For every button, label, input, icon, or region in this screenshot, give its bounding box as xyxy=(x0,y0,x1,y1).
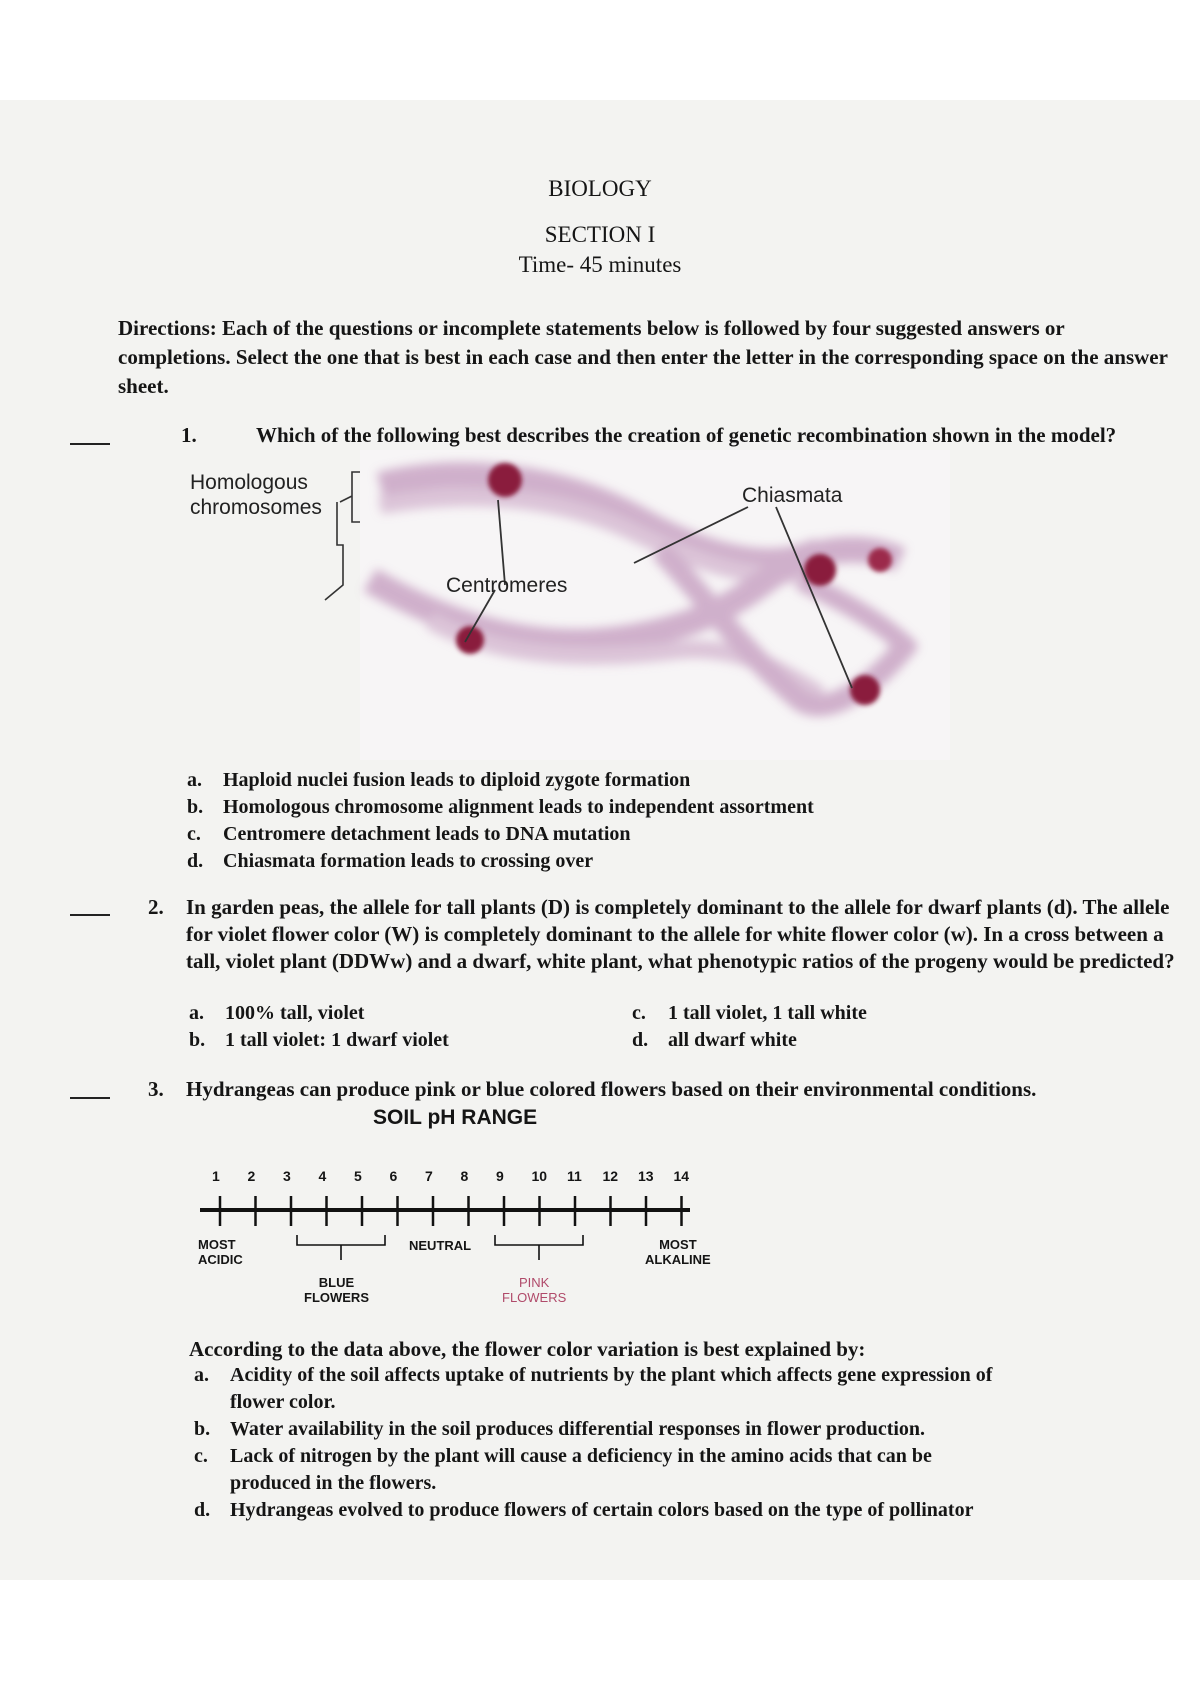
question-2-text: In garden peas, the allele for tall plants (D) is completely dominant to the allele for dwarf plants (d). The allele for violet flower color (W) is completely dominant to the allele for white flower color (w). In a cross between a tall, violet plant (DDWw) and a dwarf, white plant, what phenotypic ratios of the progeny would be predicted? xyxy=(186,895,1175,973)
chiasmata-label: Chiasmata xyxy=(742,484,843,507)
q3-choice-a[interactable] xyxy=(194,1362,992,1416)
choice-text: 100% tall, violet xyxy=(225,1002,365,1024)
pink-flowers-label xyxy=(502,1275,566,1305)
ph-number: 2 xyxy=(247,1168,256,1184)
choice-text: Acidity of the soil affects uptake of nutrients by the plant which affects gene expression of xyxy=(230,1364,993,1386)
q2-choice-d[interactable] xyxy=(632,1027,797,1054)
choice-letter: c. xyxy=(187,823,201,845)
choice-text-cont: flower color. xyxy=(230,1391,336,1413)
centromeres-label: Centromeres xyxy=(446,574,568,597)
choice-text: all dwarf white xyxy=(668,1029,797,1051)
choice-letter: c. xyxy=(194,1445,208,1467)
blue-flowers-line1: BLUE xyxy=(318,1275,355,1290)
question-1-text: Which of the following best describes the creation of genetic recombination shown in the model? xyxy=(256,423,1117,447)
homologous-label-line2: chromosomes xyxy=(190,496,322,519)
choice-letter: a. xyxy=(194,1364,209,1386)
q1-choice-c[interactable] xyxy=(187,821,631,848)
most-acidic-line2: ACIDIC xyxy=(198,1252,243,1267)
q1-choice-b[interactable] xyxy=(187,794,814,821)
q3-choice-b[interactable] xyxy=(194,1416,925,1443)
homologous-label xyxy=(190,470,322,520)
choice-text: Chiasmata formation leads to crossing over xyxy=(223,850,594,872)
question-3-text: Hydrangeas can produce pink or blue colored flowers based on their environmental conditions. xyxy=(186,1077,1037,1101)
question-3-stem: According to the data above, the flower color variation is best explained by: xyxy=(189,1337,866,1361)
pink-flowers-line2: FLOWERS xyxy=(502,1290,567,1305)
choice-letter: d. xyxy=(194,1499,211,1521)
homologous-label-line1: Homologous xyxy=(190,471,308,494)
choice-letter: a. xyxy=(187,769,202,791)
most-alkaline-line1: MOST xyxy=(659,1237,697,1252)
ph-number: 11 xyxy=(567,1168,582,1184)
choice-text: Water availability in the soil produces differential responses in flower production. xyxy=(230,1418,926,1440)
choice-letter: a. xyxy=(189,1002,204,1024)
ph-number: 5 xyxy=(354,1168,362,1184)
time-limit: Time- 45 minutes xyxy=(518,252,682,277)
ph-number: 13 xyxy=(638,1168,654,1184)
question-3-number: 3. xyxy=(148,1077,164,1101)
ph-number: 6 xyxy=(389,1168,398,1184)
choice-letter: b. xyxy=(187,796,204,818)
most-acidic-line1: MOST xyxy=(198,1237,236,1252)
choice-letter: b. xyxy=(189,1029,206,1051)
blue-flowers-line2: FLOWERS xyxy=(304,1290,369,1305)
subject-title: BIOLOGY xyxy=(548,176,652,201)
question-2-number: 2. xyxy=(148,895,164,919)
answer-blank-1[interactable] xyxy=(70,443,110,445)
directions: Directions: Each of the questions or incomplete statements below is followed by four suggested answers or completions. Select the one that is best in each case and then enter the letter in the corresponding space on the answer sheet. xyxy=(118,316,1168,398)
choice-text: Homologous chromosome alignment leads to independent assortment xyxy=(223,796,814,818)
answer-blank-2[interactable] xyxy=(70,914,110,916)
q3-choice-d[interactable] xyxy=(194,1497,973,1524)
ph-number: 8 xyxy=(460,1168,469,1184)
ph-number: 12 xyxy=(602,1168,619,1184)
most-alkaline-line2: ALKALINE xyxy=(645,1252,711,1267)
section-title: SECTION I xyxy=(544,222,656,247)
ph-number: 4 xyxy=(318,1168,327,1184)
choice-text: Centromere detachment leads to DNA mutation xyxy=(223,823,631,845)
question-1-number: 1. xyxy=(181,423,197,447)
blue-flowers-label xyxy=(304,1275,369,1305)
homologous-connector xyxy=(325,502,343,600)
ph-number: 7 xyxy=(425,1168,433,1184)
q2-choice-c[interactable] xyxy=(632,1000,867,1027)
choice-text: Hydrangeas evolved to produce flowers of certain colors based on the type of pollinator xyxy=(230,1499,974,1521)
ph-number: 3 xyxy=(283,1168,291,1184)
choice-text: Lack of nitrogen by the plant will cause a deficiency in the amino acids that can be xyxy=(230,1445,932,1467)
choice-letter: b. xyxy=(194,1418,211,1440)
blue-range-bracket xyxy=(297,1235,385,1245)
q2-choice-a[interactable] xyxy=(189,1000,364,1027)
ph-number: 1 xyxy=(212,1168,220,1184)
neutral-label: NEUTRAL xyxy=(409,1238,472,1253)
most-alkaline-label xyxy=(645,1237,711,1267)
choice-letter: d. xyxy=(187,850,204,872)
choice-text: Haploid nuclei fusion leads to diploid zygote formation xyxy=(223,769,691,791)
ph-number: 9 xyxy=(496,1168,504,1184)
ph-number: 10 xyxy=(531,1168,548,1184)
choice-text-cont: produced in the flowers. xyxy=(230,1472,437,1494)
choice-text: 1 tall violet: 1 dwarf violet xyxy=(225,1029,449,1051)
pink-range-bracket xyxy=(495,1235,583,1245)
most-acidic-label xyxy=(198,1237,243,1267)
choice-letter: d. xyxy=(632,1029,649,1051)
q1-choice-a[interactable] xyxy=(187,767,690,794)
choice-letter: c. xyxy=(632,1002,646,1024)
pink-flowers-line1: PINK xyxy=(518,1275,550,1290)
q1-choice-d[interactable] xyxy=(187,848,593,875)
q3-choice-c[interactable] xyxy=(194,1443,932,1497)
q2-choice-b[interactable] xyxy=(189,1027,449,1054)
choice-text: 1 tall violet, 1 tall white xyxy=(668,1002,867,1024)
ph-number: 14 xyxy=(673,1168,690,1184)
answer-blank-3[interactable] xyxy=(70,1097,110,1099)
ph-scale-title: SOIL pH RANGE xyxy=(373,1106,538,1129)
homologous-bracket xyxy=(340,472,360,522)
